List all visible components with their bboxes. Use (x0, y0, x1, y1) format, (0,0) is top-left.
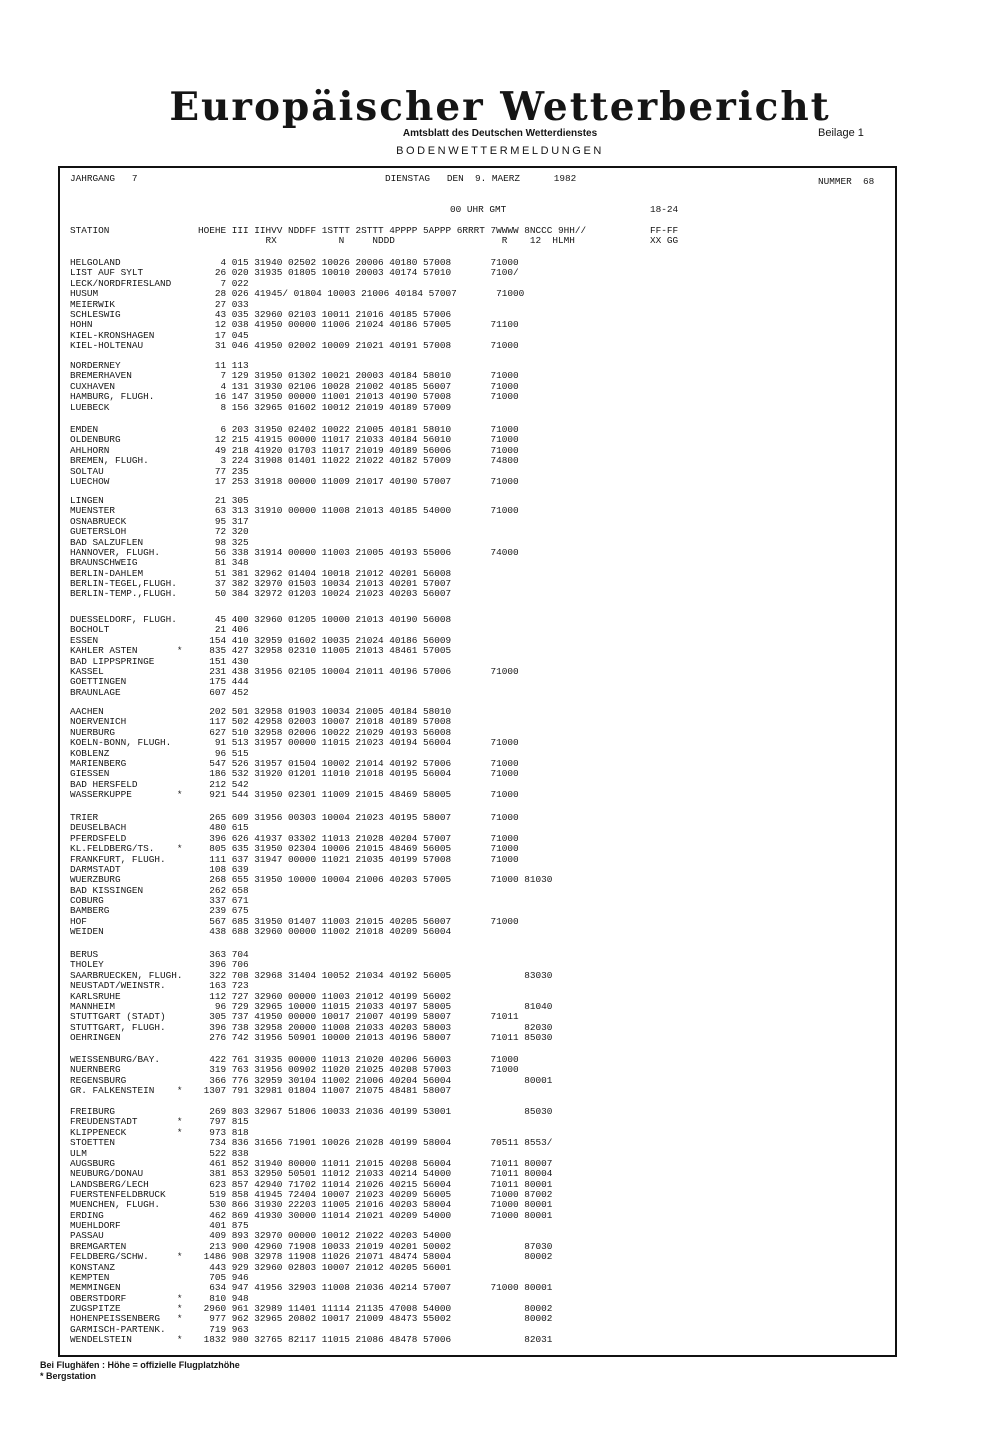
station-name: BRAUNLAGE (70, 686, 121, 698)
station-name: BAMBERG (70, 905, 110, 917)
code-column-subheaders: RX N NDDD R 12 HLMH (198, 235, 575, 246)
station-observation-data: 797 815 (198, 1116, 249, 1128)
station-name: WUERZBURG (70, 874, 121, 886)
station-name: OEHRINGEN (70, 1032, 121, 1043)
station-observation-data: 43 035 32960 02103 10011 21016 40185 57006 (198, 308, 452, 320)
issue-date: DIENSTAG DEN 9. MAERZ 1982 (385, 173, 577, 184)
station-observation-data: 51 381 32962 01404 10018 21012 40201 56008 (198, 567, 452, 579)
station-observation-data: 461 852 31940 80000 11011 21015 40208 56004 71011 80007 (198, 1157, 553, 1169)
station-name: TRIER (70, 812, 99, 823)
station-name: BRAUNSCHWEIG (70, 557, 138, 569)
code-column-headers: HOEHE III IIHVV NDDFF 1STTT 2STTT 4PPPP 5APPP 6RRRT 7WWWW 8NCCC 9HH// (198, 225, 587, 236)
station-name: HAMBURG, FLUGH. (70, 391, 155, 403)
station-name: COBURG (70, 895, 104, 906)
newspaper-title: Europäischer Wetterbericht (169, 84, 831, 130)
station-observation-data: 522 838 (198, 1147, 249, 1159)
station-observation-data: 111 637 31947 00000 11021 21035 40199 57008 71000 (198, 853, 519, 865)
volume-label: JAHRGANG 7 (70, 173, 138, 184)
station-observation-data: 276 742 31956 50901 10000 21013 40196 58007 71011 85030 (198, 1032, 553, 1043)
station-observation-data: 734 836 31656 71901 10026 21028 40199 58004 70511 8553/ (198, 1137, 553, 1149)
station-name: GARMISCH-PARTENK. (70, 1323, 166, 1335)
station-name: PFERDSFELD (70, 832, 127, 844)
station-name: GUETERSLOH (70, 526, 127, 538)
station-name: NOERVENICH (70, 716, 127, 728)
station-observation-data: 6 203 31950 02402 10022 21005 40181 58010 71000 (198, 424, 519, 435)
station-name: AUGSBURG (70, 1157, 116, 1169)
station-observation-data: 547 526 31957 01504 10002 21014 40192 57006 71000 (198, 757, 519, 769)
station-observation-data: 17 045 (198, 329, 249, 341)
station-name: OLDENBURG (70, 434, 121, 446)
station-observation-data: 973 818 (198, 1126, 249, 1138)
station-observation-data: 63 313 31910 00000 11008 21013 40185 54000 71000 (198, 505, 519, 517)
station-name: KAHLER ASTEN * (70, 645, 183, 657)
station-name: KASSEL (70, 665, 104, 677)
station-observation-data: 186 532 31920 01201 11010 21018 40195 56004 71000 (198, 768, 519, 780)
station-observation-data: 154 410 32959 01602 10035 21024 40186 56009 (198, 634, 452, 646)
station-name: AHLHORN (70, 444, 110, 456)
station-name: FRANKFURT, FLUGH. (70, 853, 166, 865)
station-name: BAD HERSFELD (70, 778, 138, 790)
station-observation-data: 265 609 31956 00303 10004 21023 40195 58007 71000 (198, 812, 519, 823)
station-column-header: STATION (70, 225, 110, 236)
station-observation-data: 269 803 32967 51806 10033 21036 40199 53001 85030 (198, 1106, 553, 1117)
station-name: NUERBURG (70, 726, 116, 738)
station-name: BREMGARTEN (70, 1240, 127, 1252)
station-name: ESSEN (70, 634, 99, 646)
station-observation-data: 530 866 31930 22203 11005 21016 40203 58004 71000 80001 (198, 1199, 553, 1211)
station-name: HOF (70, 915, 87, 927)
station-observation-data: 627 510 32958 02006 10022 21029 40193 56008 (198, 726, 452, 738)
station-observation-data: 977 962 32965 20802 10017 21009 48473 55002 80002 (198, 1313, 553, 1325)
station-observation-data: 91 513 31957 00000 11015 21023 40194 56004 71000 (198, 737, 519, 749)
station-name: WEIDEN (70, 926, 104, 938)
station-observation-data: 231 438 31956 02105 10004 21011 40196 57006 71000 (198, 665, 519, 677)
station-observation-data: 623 857 42940 71702 11014 21026 40215 56004 71011 80001 (198, 1178, 553, 1190)
station-name: MUEHLDORF (70, 1220, 121, 1232)
station-name: HELGOLAND (70, 257, 121, 268)
station-name: KARLSRUHE (70, 990, 121, 1002)
station-name: KONSTANZ (70, 1261, 116, 1273)
station-name: NORDERNEY (70, 360, 121, 371)
station-observation-data: 396 706 (198, 959, 249, 971)
wind-column-subheader: XX GG (650, 235, 679, 246)
station-observation-data: 81 348 (198, 557, 249, 569)
station-name: KOELN-BONN, FLUGH. (70, 737, 172, 749)
station-observation-data: 26 020 31935 01805 10010 20003 40174 57010 7100/ (198, 267, 519, 279)
station-name: EMDEN (70, 424, 99, 435)
station-observation-data: 921 544 31950 02301 11009 21015 48469 58005 71000 (198, 789, 519, 800)
station-observation-data: 175 444 (198, 676, 249, 688)
issue-number: NUMMER 68 (818, 176, 875, 187)
station-observation-data: 96 515 (198, 747, 249, 759)
station-name: KIEL-KRONSHAGEN (70, 329, 155, 341)
station-name: LIST AUF SYLT (70, 267, 144, 279)
station-name: HOHN (70, 319, 93, 331)
station-observation-data: 72 320 (198, 526, 249, 538)
station-observation-data: 17 253 31918 00000 11009 21017 40190 57007 71000 (198, 475, 519, 487)
station-name: SAARBRUECKEN, FLUGH. (70, 969, 183, 981)
station-observation-data: 8 156 32965 01602 10012 21019 40189 57009 (198, 401, 452, 413)
station-name: DARMSTADT (70, 863, 121, 875)
station-name: WENDELSTEIN * (70, 1334, 183, 1346)
station-name: STUTTGART (STADT) (70, 1011, 166, 1023)
station-observation-data: 480 615 (198, 822, 249, 834)
station-observation-data: 151 430 (198, 655, 249, 667)
wind-column-header: FF-FF (650, 225, 679, 236)
period-label: 18-24 (650, 204, 679, 215)
station-observation-data: 163 723 (198, 980, 249, 992)
station-observation-data: 1832 980 32765 82117 11015 21086 48478 57006 82031 (198, 1334, 553, 1346)
station-observation-data: 634 947 41956 32903 11008 21036 40214 57007 71000 80001 (198, 1282, 553, 1294)
station-name: SOLTAU (70, 465, 104, 477)
station-name: DUESSELDORF, FLUGH. (70, 614, 177, 625)
footnote-airports: Bei Flughäfen : Höhe = offizielle Flugplatzhöhe (40, 1360, 240, 1370)
station-name: THOLEY (70, 959, 104, 971)
station-observation-data: 4 131 31930 02106 10028 21002 40185 56007 71000 (198, 380, 519, 392)
station-observation-data: 31 046 41950 02002 10009 21021 40191 57008 71000 (198, 340, 519, 351)
station-observation-data: 396 738 32958 20000 11008 21033 40203 58003 82030 (198, 1021, 553, 1033)
station-observation-data: 1486 908 32978 11908 11026 21071 48474 58004 80002 (198, 1251, 553, 1263)
station-observation-data: 322 708 32968 31404 10052 21034 40192 56005 83030 (198, 969, 553, 981)
station-observation-data: 212 542 (198, 778, 249, 790)
station-observation-data: 98 325 (198, 536, 249, 548)
station-observation-data: 37 382 32970 01503 10034 21013 40201 57007 (198, 578, 452, 589)
station-observation-data: 56 338 31914 00000 11003 21005 40193 55006 74000 (198, 546, 519, 558)
station-observation-data: 805 635 31950 02304 10006 21015 48469 56005 71000 (198, 843, 519, 855)
station-observation-data: 202 501 32958 01903 10034 21005 40184 58010 (198, 706, 452, 717)
station-observation-data: 462 869 41930 30000 11014 21021 40209 54000 71000 80001 (198, 1209, 553, 1221)
station-observation-data: 607 452 (198, 686, 249, 698)
station-name: STUTTGART, FLUGH. (70, 1021, 166, 1033)
station-name: BREMEN, FLUGH. (70, 455, 149, 467)
station-observation-data: 366 776 32959 30104 11002 21006 40204 56004 80001 (198, 1074, 553, 1086)
station-observation-data: 337 671 (198, 895, 249, 906)
station-observation-data: 305 737 41950 00000 10017 21007 40199 58007 71011 (198, 1011, 519, 1023)
station-observation-data: 319 763 31956 00902 11020 21025 40208 57003 71000 (198, 1064, 519, 1076)
station-name: WASSERKUPPE * (70, 789, 183, 800)
station-name: MARIENBERG (70, 757, 127, 769)
station-observation-data: 381 853 32950 50501 11012 21033 40214 54000 71011 80004 (198, 1168, 553, 1180)
station-name: BAD KISSINGEN (70, 884, 144, 896)
station-observation-data: 810 948 (198, 1292, 249, 1304)
station-observation-data: 117 502 42958 02003 10007 21018 40189 57008 (198, 716, 452, 728)
station-observation-data: 262 658 (198, 884, 249, 896)
station-name: ULM (70, 1147, 87, 1159)
station-name: MUENCHEN, FLUGH. (70, 1199, 161, 1211)
station-observation-data: 3 224 31908 01401 11022 21022 40182 57009 74800 (198, 455, 519, 467)
station-observation-data: 7 129 31950 01302 10021 20003 40184 58010 71000 (198, 370, 519, 382)
station-name: LECK/NORDFRIESLAND (70, 277, 172, 289)
station-observation-data: 50 384 32972 01203 10024 21023 40203 56007 (198, 588, 452, 600)
station-name: OSNABRUECK (70, 515, 127, 527)
station-name: MEMMINGEN (70, 1282, 121, 1294)
station-name: GR. FALKENSTEIN * (70, 1085, 183, 1097)
station-name: LINGEN (70, 495, 104, 506)
station-name: WEISSENBURG/BAY. (70, 1054, 161, 1065)
station-name: HANNOVER, FLUGH. (70, 546, 161, 558)
station-observation-data: 443 929 32960 02803 10007 21012 40205 56001 (198, 1261, 452, 1273)
station-name: FUERSTENFELDBRUCK (70, 1189, 166, 1200)
station-name: GOETTINGEN (70, 676, 127, 688)
publisher-subtitle: Amtsblatt des Deutschen Wetterdienstes (402, 128, 598, 139)
station-observation-data: 11 113 (198, 360, 249, 371)
station-observation-data: 7 022 (198, 277, 249, 289)
station-observation-data: 268 655 31950 10000 10004 21006 40203 57005 71000 81030 (198, 874, 553, 886)
station-observation-data: 438 688 32960 00000 11002 21018 40209 56004 (198, 926, 452, 938)
station-name: BAD SALZUFLEN (70, 536, 144, 548)
station-observation-data: 835 427 32958 02310 11005 21013 48461 57005 (198, 645, 452, 657)
station-name: LUEBECK (70, 401, 110, 413)
station-name: FREIBURG (70, 1106, 116, 1117)
station-observation-data: 96 729 32965 10000 11015 21033 40197 58005 81040 (198, 1000, 553, 1012)
station-name: MUENSTER (70, 505, 116, 517)
station-observation-data: 705 946 (198, 1271, 249, 1283)
station-observation-data: 95 317 (198, 515, 249, 527)
station-name: BOCHOLT (70, 624, 110, 636)
station-name: BERLIN-TEGEL,FLUGH. (70, 578, 177, 589)
station-name: OBERSTDORF * (70, 1292, 183, 1304)
station-observation-data: 27 033 (198, 298, 249, 310)
station-name: KEMPTEN (70, 1271, 110, 1283)
station-name: FREUDENSTADT * (70, 1116, 183, 1128)
station-name: KLIPPENECK * (70, 1126, 183, 1138)
station-observation-data: 409 893 32970 00000 10012 21022 40203 54000 (198, 1230, 452, 1242)
station-name: MEIERWIK (70, 298, 116, 310)
station-name: AACHEN (70, 706, 104, 717)
station-name: BERLIN-TEMP.,FLUGH. (70, 588, 177, 600)
station-observation-data: 12 038 41950 00000 11006 21024 40186 57005 71100 (198, 319, 519, 331)
station-name: BAD LIPPSPRINGE (70, 655, 155, 667)
station-observation-data: 21 406 (198, 624, 249, 636)
station-observation-data: 21 305 (198, 495, 249, 506)
station-name: BERLIN-DAHLEM (70, 567, 144, 579)
station-name: BERUS (70, 949, 99, 960)
station-observation-data: 28 026 41945/ 01804 10003 21006 40184 57007 71000 (198, 288, 525, 300)
station-name: KIEL-HOLTENAU (70, 340, 144, 351)
station-name: LUECHOW (70, 475, 110, 487)
station-observation-data: 12 215 41915 00000 11017 21033 40184 56010 71000 (198, 434, 519, 446)
station-name: CUXHAVEN (70, 380, 116, 392)
station-name: FELDBERG/SCHW. * (70, 1251, 183, 1263)
station-observation-data: 213 900 42960 71908 10033 21019 40201 50002 87030 (198, 1240, 553, 1252)
station-observation-data: 1307 791 32981 01804 11007 21075 48481 58007 (198, 1085, 452, 1097)
station-observation-data: 519 858 41945 72404 10007 21023 40209 56005 71000 87002 (198, 1189, 553, 1200)
station-name: MANNHEIM (70, 1000, 116, 1012)
station-name: ERDING (70, 1209, 104, 1221)
station-observation-data: 719 963 (198, 1323, 249, 1335)
footnote-mountain-station: * Bergstation (40, 1371, 97, 1381)
station-name: LANDSBERG/LECH (70, 1178, 149, 1190)
station-observation-data: 108 639 (198, 863, 249, 875)
station-name: BREMERHAVEN (70, 370, 132, 382)
station-name: GIESSEN (70, 768, 110, 780)
section-title: BODENWETTERMELDUNGEN (396, 145, 604, 157)
station-observation-data: 567 685 31950 01407 11003 21015 40205 56007 71000 (198, 915, 519, 927)
station-observation-data: 112 727 32960 00000 11003 21012 40199 56002 (198, 990, 452, 1002)
station-observation-data: 4 015 31940 02502 10026 20006 40180 57008 71000 (198, 257, 519, 268)
station-name: PASSAU (70, 1230, 104, 1242)
station-observation-data: 2960 961 32989 11401 11114 21135 47008 54000 80002 (198, 1303, 553, 1314)
station-observation-data: 45 400 32960 01205 10000 21013 40190 56008 (198, 614, 452, 625)
station-name: SCHLESWIG (70, 308, 121, 320)
station-name: HUSUM (70, 288, 99, 300)
station-observation-data: 16 147 31950 00000 11001 21013 40190 57008 71000 (198, 391, 519, 403)
station-observation-data: 363 704 (198, 949, 249, 960)
station-name: NEUBURG/DONAU (70, 1168, 144, 1180)
station-observation-data: 422 761 31935 00000 11013 21020 40206 56003 71000 (198, 1054, 519, 1065)
station-name: KL.FELDBERG/TS. * (70, 843, 183, 855)
station-name: REGENSBURG (70, 1074, 127, 1086)
station-name: STOETTEN (70, 1137, 116, 1149)
station-observation-data: 77 235 (198, 465, 249, 477)
station-observation-data: 49 218 41920 01703 11017 21019 40189 56006 71000 (198, 444, 519, 456)
station-name: HOHENPEISSENBERG * (70, 1313, 183, 1325)
station-observation-data: 396 626 41937 03302 11013 21028 40204 57007 71000 (198, 832, 519, 844)
station-name: DEUSELBACH (70, 822, 127, 834)
station-observation-data: 401 875 (198, 1220, 249, 1232)
station-name: NEUSTADT/WEINSTR. (70, 980, 166, 992)
station-observation-data: 239 675 (198, 905, 249, 917)
observation-time: 00 UHR GMT (450, 204, 507, 215)
supplement-label: Beilage 1 (818, 127, 864, 139)
station-name: KOBLENZ (70, 747, 110, 759)
station-name: ZUGSPITZE * (70, 1303, 183, 1314)
station-name: NUERNBERG (70, 1064, 121, 1076)
